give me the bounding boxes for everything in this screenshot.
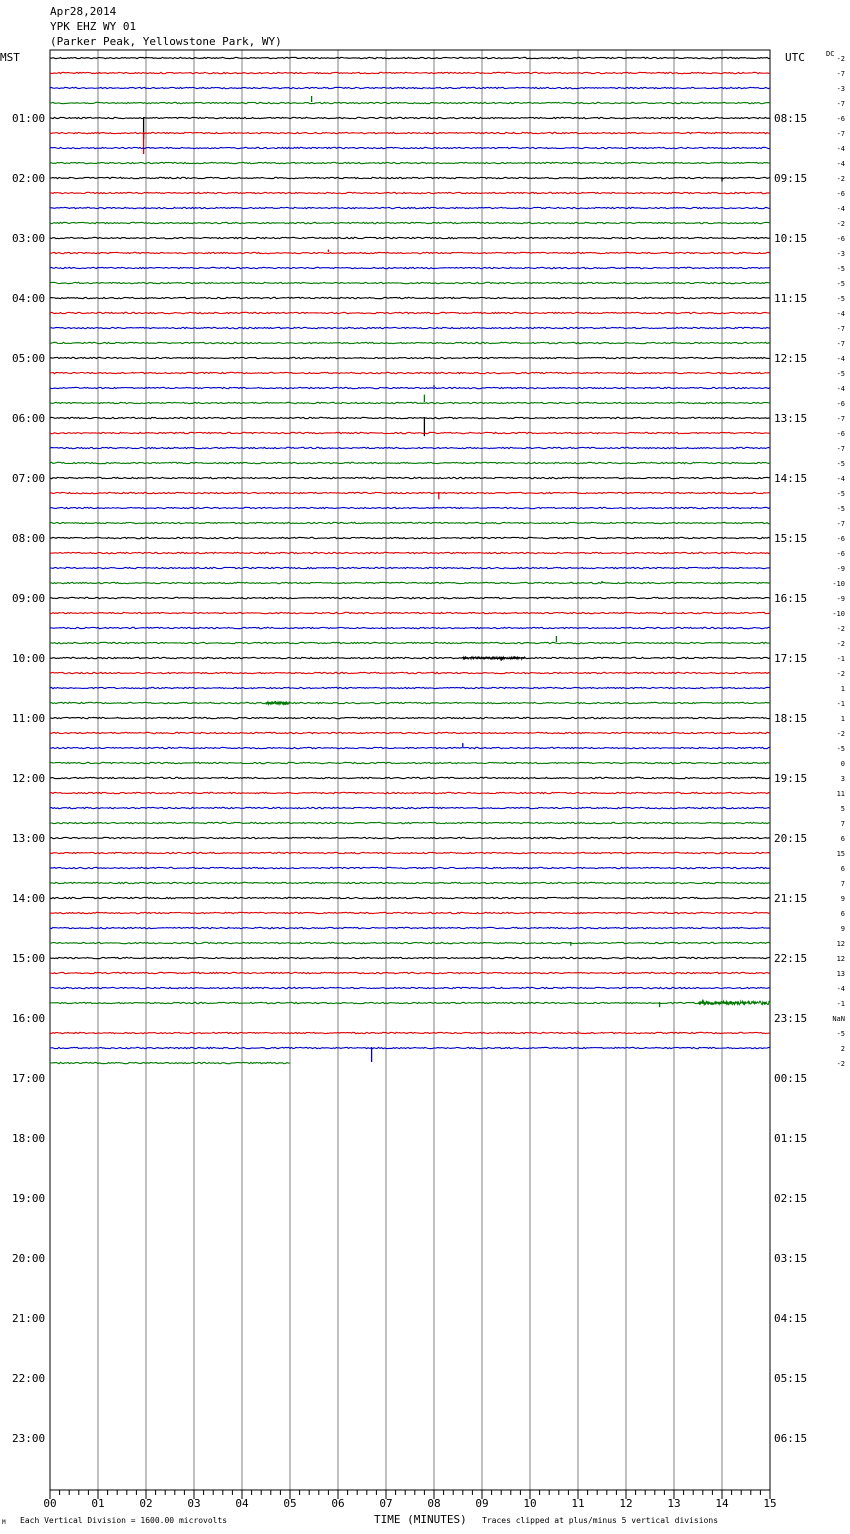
left-hour-label: 21:00 [12, 1312, 46, 1325]
dc-offset-label: -2 [836, 220, 845, 228]
seismic-trace [50, 672, 770, 673]
x-axis-title: TIME (MINUTES) [374, 1513, 467, 1526]
seismic-trace [50, 942, 770, 943]
dc-offset-label: -6 [836, 115, 845, 123]
left-hour-label: 06:00 [12, 412, 46, 425]
right-hour-label: 05:15 [774, 1372, 808, 1385]
seismic-trace [50, 567, 770, 568]
dc-offset-label: -10 [832, 580, 845, 588]
dc-offset-label: 7 [840, 880, 845, 888]
left-hour-label: 08:00 [12, 532, 46, 545]
x-tick-label: 04 [235, 1497, 249, 1510]
right-hour-label: 01:15 [774, 1132, 808, 1145]
left-zone-label: MST [0, 51, 20, 64]
dc-offset-label: -7 [836, 445, 845, 453]
station-label: YPK EHZ WY 01 [50, 20, 137, 33]
right-hour-label: 09:15 [774, 172, 808, 185]
dc-offset-label: -5 [836, 490, 845, 498]
seismic-trace [50, 912, 770, 913]
seismic-trace [50, 432, 770, 433]
seismic-trace [50, 237, 770, 238]
dc-offset-label: -5 [836, 1030, 845, 1038]
seismic-trace [50, 717, 770, 718]
left-hour-label: 16:00 [12, 1012, 46, 1025]
seismic-trace [50, 867, 770, 868]
dc-offset-label: -5 [836, 265, 845, 273]
dc-offset-label: -4 [836, 355, 845, 363]
seismic-trace [50, 297, 770, 298]
scale-note: Each Vertical Division = 1600.00 microvolts [20, 1516, 228, 1525]
dc-offset-label: 12 [836, 955, 845, 963]
left-hour-label: 20:00 [12, 1252, 46, 1265]
dc-offset-label: -4 [836, 310, 845, 318]
left-hour-label: 02:00 [12, 172, 46, 185]
right-hour-label: 11:15 [774, 292, 808, 305]
right-zone-label: UTC [785, 51, 805, 64]
dc-offset-label: -7 [836, 520, 845, 528]
dc-offset-label: 1 [840, 715, 845, 723]
dc-offset-label: 13 [836, 970, 845, 978]
x-tick-label: 06 [331, 1497, 345, 1510]
seismic-trace [50, 732, 770, 733]
x-tick-label: 09 [475, 1497, 489, 1510]
right-hour-label: 20:15 [774, 832, 808, 845]
right-hour-label: 19:15 [774, 772, 808, 785]
dc-offset-label: -4 [836, 475, 845, 483]
right-hour-label: 04:15 [774, 1312, 808, 1325]
x-tick-label: 08 [427, 1497, 441, 1510]
seismic-trace [50, 957, 770, 958]
trace-layer [50, 57, 770, 1063]
right-hour-label: 23:15 [774, 1012, 808, 1025]
right-hour-label: 15:15 [774, 532, 808, 545]
left-hour-label: 17:00 [12, 1072, 46, 1085]
right-hour-label: 14:15 [774, 472, 808, 485]
left-hour-label: 04:00 [12, 292, 46, 305]
right-hour-label: 16:15 [774, 592, 808, 605]
x-tick-label: 14 [715, 1497, 729, 1510]
dc-offset-label: -6 [836, 190, 845, 198]
dc-offset-label: -7 [836, 415, 845, 423]
dc-offset-label: -5 [836, 505, 845, 513]
dc-offset-label: -7 [836, 70, 845, 78]
dc-offset-label: -4 [836, 385, 845, 393]
left-hour-label: 13:00 [12, 832, 46, 845]
plot-frame [50, 50, 770, 1490]
seismic-trace [50, 897, 770, 898]
dc-offset-label: 9 [840, 895, 845, 903]
seismic-burst [698, 1001, 770, 1005]
seismic-trace [50, 342, 770, 343]
seismic-trace [50, 72, 770, 73]
dc-offset-label: -5 [836, 745, 845, 753]
dc-offset-label: 12 [836, 940, 845, 948]
dc-offset-label: -1 [836, 655, 845, 663]
right-hour-label: 02:15 [774, 1192, 808, 1205]
right-hour-label: 17:15 [774, 652, 808, 665]
dc-offset-label: -5 [836, 295, 845, 303]
left-hour-label: 14:00 [12, 892, 46, 905]
seismic-trace [50, 387, 770, 388]
seismic-trace [50, 837, 770, 838]
dc-offset-label: -4 [836, 205, 845, 213]
seismic-trace [50, 792, 770, 793]
seismic-trace [50, 477, 770, 478]
right-hour-label: 00:15 [774, 1072, 808, 1085]
seismic-trace [50, 537, 770, 538]
dc-offset-label: 1 [840, 685, 845, 693]
seismic-trace [50, 417, 770, 418]
right-hour-label: 08:15 [774, 112, 808, 125]
seismic-trace [50, 132, 770, 133]
seismic-trace [50, 222, 770, 223]
seismic-trace [50, 597, 770, 598]
seismic-trace [50, 462, 770, 463]
dc-offset-label: -3 [836, 250, 845, 258]
seismic-trace [50, 162, 770, 163]
dc-offset-label: -5 [836, 460, 845, 468]
left-hour-label: 12:00 [12, 772, 46, 785]
seismic-trace [50, 117, 770, 118]
dc-offset-label: -1 [836, 1000, 845, 1008]
dc-offset-label: -3 [836, 85, 845, 93]
x-tick-label: 13 [667, 1497, 681, 1510]
dc-offset-label: 2 [840, 1045, 845, 1053]
corner-mark: M [2, 1519, 6, 1526]
x-tick-label: 01 [91, 1497, 105, 1510]
seismic-trace [50, 102, 770, 103]
x-tick-label: 10 [523, 1497, 537, 1510]
seismic-trace [50, 987, 770, 988]
dc-offset-label: -2 [836, 670, 845, 678]
seismic-trace [50, 1002, 739, 1003]
right-hour-label: 06:15 [774, 1432, 808, 1445]
seismic-trace [50, 687, 770, 688]
seismic-trace [50, 627, 770, 628]
right-hour-label: 21:15 [774, 892, 808, 905]
dc-offset-label: -4 [836, 145, 845, 153]
seismic-trace [50, 552, 770, 553]
right-hour-label: 13:15 [774, 412, 808, 425]
seismic-burst [463, 657, 525, 659]
dc-offset-label: 3 [840, 775, 845, 783]
dc-offset-label: 6 [840, 910, 845, 918]
seismic-trace [50, 822, 770, 823]
seismic-trace [50, 357, 770, 358]
x-tick-label: 07 [379, 1497, 393, 1510]
left-hour-label: 22:00 [12, 1372, 46, 1385]
date-label: Apr28,2014 [50, 5, 117, 18]
seismic-trace [50, 492, 770, 493]
dc-offset-label: -6 [836, 550, 845, 558]
left-hour-label: 23:00 [12, 1432, 46, 1445]
dc-offset-label: -2 [836, 175, 845, 183]
dc-offset-label: -1 [836, 700, 845, 708]
clip-note: Traces clipped at plus/minus 5 vertical divisions [482, 1516, 719, 1525]
seismic-trace [50, 312, 770, 313]
label-layer [12, 55, 845, 1510]
right-hour-label: 22:15 [774, 952, 808, 965]
left-hour-label: 05:00 [12, 352, 46, 365]
dc-offset-label: -7 [836, 340, 845, 348]
seismic-trace [50, 612, 770, 613]
left-hour-label: 19:00 [12, 1192, 46, 1205]
dc-offset-label: -9 [836, 595, 845, 603]
dc-offset-label: 9 [840, 925, 845, 933]
dc-offset-label: 6 [840, 835, 845, 843]
dc-offset-label: -6 [836, 535, 845, 543]
left-hour-label: 03:00 [12, 232, 46, 245]
seismic-trace [50, 702, 770, 703]
dc-offset-label: -4 [836, 985, 845, 993]
x-tick-label: 12 [619, 1497, 633, 1510]
seismic-trace [50, 192, 770, 193]
seismic-trace [50, 282, 770, 283]
dc-offset-label: -2 [836, 55, 845, 63]
seismic-trace [50, 447, 770, 448]
seismic-trace [50, 882, 770, 883]
seismic-trace [50, 1062, 290, 1063]
dc-offset-label: -2 [836, 1060, 845, 1068]
location-label: (Parker Peak, Yellowstone Park, WY) [50, 35, 282, 48]
seismic-trace [50, 522, 770, 523]
seismic-trace [50, 762, 770, 763]
dc-offset-label: -5 [836, 280, 845, 288]
left-hour-label: 11:00 [12, 712, 46, 725]
seismic-trace [50, 972, 770, 973]
x-tick-label: 11 [571, 1497, 585, 1510]
right-hour-label: 18:15 [774, 712, 808, 725]
seismic-trace [50, 327, 770, 328]
x-tick-label: 02 [139, 1497, 153, 1510]
seismic-trace [50, 777, 770, 778]
dc-offset-label: NaN [832, 1015, 845, 1023]
seismic-trace [50, 267, 770, 268]
dc-offset-label: -6 [836, 235, 845, 243]
dc-offset-label: -7 [836, 130, 845, 138]
seismic-trace [50, 147, 770, 148]
right-hour-label: 03:15 [774, 1252, 808, 1265]
left-hour-label: 07:00 [12, 472, 46, 485]
seismic-trace [50, 642, 770, 643]
dc-offset-label: -2 [836, 730, 845, 738]
seismic-trace [50, 402, 770, 403]
dc-offset-label: -10 [832, 610, 845, 618]
dc-offset-label: 11 [836, 790, 845, 798]
seismic-trace [50, 1032, 770, 1033]
dc-offset-label: -2 [836, 640, 845, 648]
seismic-trace [50, 177, 770, 178]
seismic-trace [50, 87, 770, 88]
dc-offset-label: 7 [840, 820, 845, 828]
dc-offset-label: -6 [836, 400, 845, 408]
seismic-trace [50, 747, 770, 748]
seismic-trace [50, 852, 770, 853]
dc-offset-label: 15 [836, 850, 845, 858]
seismic-trace [50, 207, 770, 208]
dc-offset-label: -2 [836, 625, 845, 633]
dc-offset-label: -7 [836, 325, 845, 333]
x-tick-label: 00 [43, 1497, 57, 1510]
left-hour-label: 10:00 [12, 652, 46, 665]
dc-offset-label: -9 [836, 565, 845, 573]
right-hour-label: 10:15 [774, 232, 808, 245]
dc-offset-label: -4 [836, 160, 845, 168]
seismic-trace [50, 927, 770, 928]
dc-offset-label: -5 [836, 370, 845, 378]
seismic-trace [50, 507, 770, 508]
seismic-trace [50, 657, 770, 658]
seismic-trace [50, 252, 770, 253]
seismic-trace [50, 57, 770, 58]
dc-label: DC [826, 50, 835, 58]
dc-offset-label: -7 [836, 100, 845, 108]
seismic-trace [50, 582, 770, 583]
x-tick-label: 15 [763, 1497, 777, 1510]
x-tick-label: 05 [283, 1497, 297, 1510]
dc-offset-label: 6 [840, 865, 845, 873]
seismic-trace [50, 1047, 770, 1048]
right-hour-label: 12:15 [774, 352, 808, 365]
seismic-trace [50, 807, 770, 808]
dc-offset-label: 0 [840, 760, 845, 768]
left-hour-label: 01:00 [12, 112, 46, 125]
x-tick-label: 03 [187, 1497, 201, 1510]
left-hour-label: 18:00 [12, 1132, 46, 1145]
left-hour-label: 15:00 [12, 952, 46, 965]
dc-offset-label: 5 [840, 805, 845, 813]
seismic-trace [50, 372, 770, 373]
left-hour-label: 09:00 [12, 592, 46, 605]
dc-offset-label: -6 [836, 430, 845, 438]
